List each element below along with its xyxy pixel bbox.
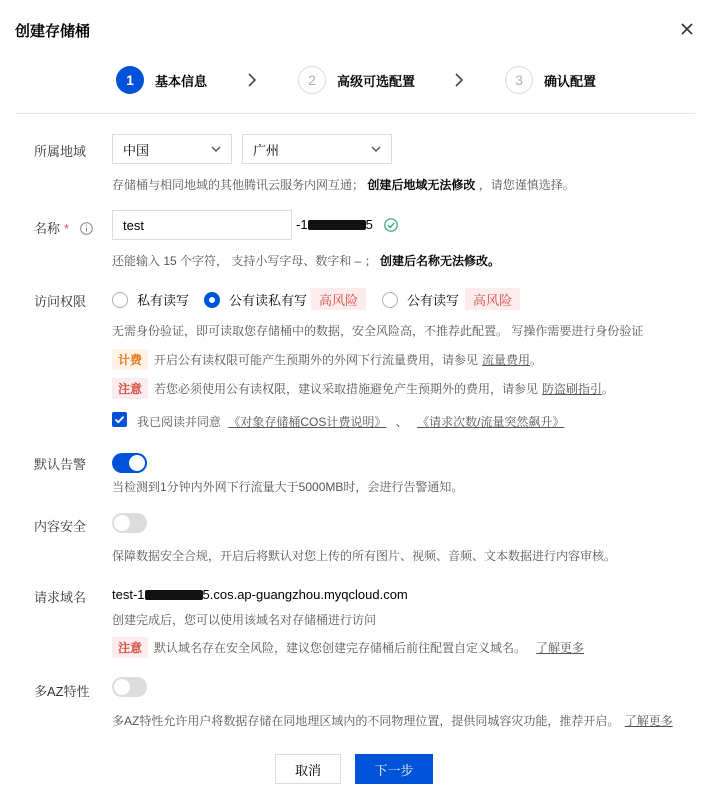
switch-knob	[114, 515, 130, 531]
close-icon[interactable]	[680, 22, 694, 36]
fee-text: 开启公有读权限可能产生预期外的外网下行流量费用，请参见	[154, 353, 479, 367]
note-end: 。	[602, 382, 615, 396]
anti-theft-link[interactable]: 防盗刷指引	[542, 382, 603, 396]
risk-tag: 高风险	[311, 288, 366, 310]
radio-circle	[112, 292, 128, 308]
next-step-button[interactable]: 下一步	[355, 754, 433, 784]
radio-label: 私有读写	[137, 293, 190, 308]
switch-knob	[129, 455, 145, 471]
agree-checkbox[interactable]	[112, 412, 127, 427]
agree-separator: 、	[395, 415, 408, 429]
access-desc: 无需身份验证，即可读取您存储桶中的数据，安全风险高，不推荐此配置。 写操作需要进行身份验证	[112, 324, 644, 338]
multi-az-help	[112, 712, 673, 729]
bucket-name-input[interactable]: test	[112, 210, 292, 240]
region-label: 所属地域	[34, 144, 87, 159]
learn-more-link[interactable]: 了解更多	[536, 641, 585, 655]
note-tag: 注意	[112, 378, 148, 399]
request-spike-link[interactable]: 《请求次数/流量突然飙升》	[417, 415, 565, 429]
multi-az-help-text: 多AZ特性允许用户将数据存储在同地理区域内的不同物理位置，提供同城容灾功能，推荐开启。	[112, 714, 620, 728]
region-help	[112, 176, 575, 193]
request-domain-value	[112, 587, 408, 602]
suffix-prefix: -1	[296, 217, 308, 232]
radio-label: 公有读私有写	[229, 293, 308, 308]
city-value: 广州	[253, 142, 280, 158]
name-label-text: 名称	[34, 221, 61, 236]
city-select[interactable]	[242, 134, 392, 164]
switch-knob	[114, 679, 130, 695]
radio-circle	[382, 292, 398, 308]
radio-public-read[interactable]	[204, 290, 307, 309]
content-security-label: 内容安全	[34, 519, 87, 534]
divider	[15, 113, 695, 114]
anti-theft-notice	[112, 378, 614, 399]
cancel-button[interactable]: 取消	[275, 754, 341, 784]
domain-suffix: 5.cos.ap-guangzhou.myqcloud.com	[202, 587, 408, 602]
info-icon[interactable]	[80, 222, 93, 235]
chevron-down-icon	[371, 145, 381, 153]
country-value: 中国	[123, 142, 150, 158]
cos-billing-link[interactable]: 《对象存储桶COS计费说明》	[228, 415, 387, 429]
note-tag: 注意	[112, 637, 148, 658]
chevron-right-icon	[245, 73, 259, 87]
region-help-bold: 创建后地域无法修改	[367, 178, 476, 192]
step-number: 2	[298, 66, 326, 94]
step-confirm-config[interactable]	[505, 66, 596, 94]
chevron-right-icon	[452, 73, 466, 87]
fee-end: 。	[530, 353, 543, 367]
access-label: 访问权限	[34, 294, 87, 309]
step-label: 确认配置	[544, 73, 597, 89]
radio-circle-checked	[204, 292, 220, 308]
traffic-fee-link[interactable]: 流量费用	[482, 353, 531, 367]
step-number: 3	[505, 66, 533, 94]
content-security-switch[interactable]	[112, 513, 147, 533]
fee-notice	[112, 349, 542, 370]
multi-az-switch[interactable]	[112, 677, 147, 697]
name-label	[34, 218, 93, 237]
agree-label: 我已阅读并同意	[137, 415, 222, 429]
region-help-text: 存储桶与相同地域的其他腾讯云服务内网互通；	[112, 178, 365, 192]
step-basic-info[interactable]	[116, 66, 207, 94]
redacted-appid	[308, 220, 366, 230]
suffix-end: 5	[365, 217, 373, 232]
step-advanced-config[interactable]	[298, 66, 415, 94]
dialog-title: 创建存储桶	[15, 23, 91, 40]
name-help-bold: 创建后名称无法修改。	[380, 254, 501, 268]
multi-az-label: 多AZ特性	[34, 684, 90, 699]
radio-label: 公有读写	[407, 293, 460, 308]
stepper	[0, 66, 715, 94]
alarm-label: 默认告警	[34, 457, 87, 472]
alarm-switch[interactable]	[112, 453, 147, 473]
domain-risk-notice	[112, 637, 584, 658]
name-help-text: 还能输入 15 个字符， 支持小写字母、数字和 – ；	[112, 254, 377, 268]
name-help	[112, 252, 500, 269]
step-label: 基本信息	[155, 73, 208, 89]
agree-text	[137, 413, 564, 430]
request-domain-label: 请求域名	[34, 590, 87, 605]
radio-private[interactable]	[112, 290, 189, 309]
domain-prefix: test-1	[112, 587, 145, 602]
alarm-help: 当检测到1分钟内外网下行流量大于5000MB时，会进行告警通知。	[112, 480, 464, 494]
region-help-suffix: ，请您谨慎选择。	[478, 178, 575, 192]
request-domain-help: 创建完成后，您可以使用该域名对存储桶进行访问	[112, 613, 377, 627]
step-number: 1	[116, 66, 144, 94]
step-label: 高级可选配置	[337, 73, 416, 89]
multi-az-learn-more-link[interactable]: 了解更多	[624, 714, 673, 728]
radio-public-read-write[interactable]	[382, 290, 459, 309]
check-circle-icon	[384, 218, 398, 232]
required-mark: *	[64, 221, 70, 236]
redacted-appid	[145, 590, 203, 600]
fee-tag: 计费	[112, 349, 148, 370]
content-security-help: 保障数据安全合规，开启后将默认对您上传的所有图片、视频、音频、文本数据进行内容审核。	[112, 549, 617, 563]
domain-note-text: 默认域名存在安全风险，建议您创建完存储桶后前往配置自定义域名。	[154, 641, 527, 655]
note-text: 若您必须使用公有读权限，建议采取措施避免产生预期外的费用，请参见	[154, 382, 539, 396]
chevron-down-icon	[211, 145, 221, 153]
country-select[interactable]	[112, 134, 232, 164]
risk-tag: 高风险	[465, 288, 520, 310]
appid-suffix	[296, 217, 373, 232]
